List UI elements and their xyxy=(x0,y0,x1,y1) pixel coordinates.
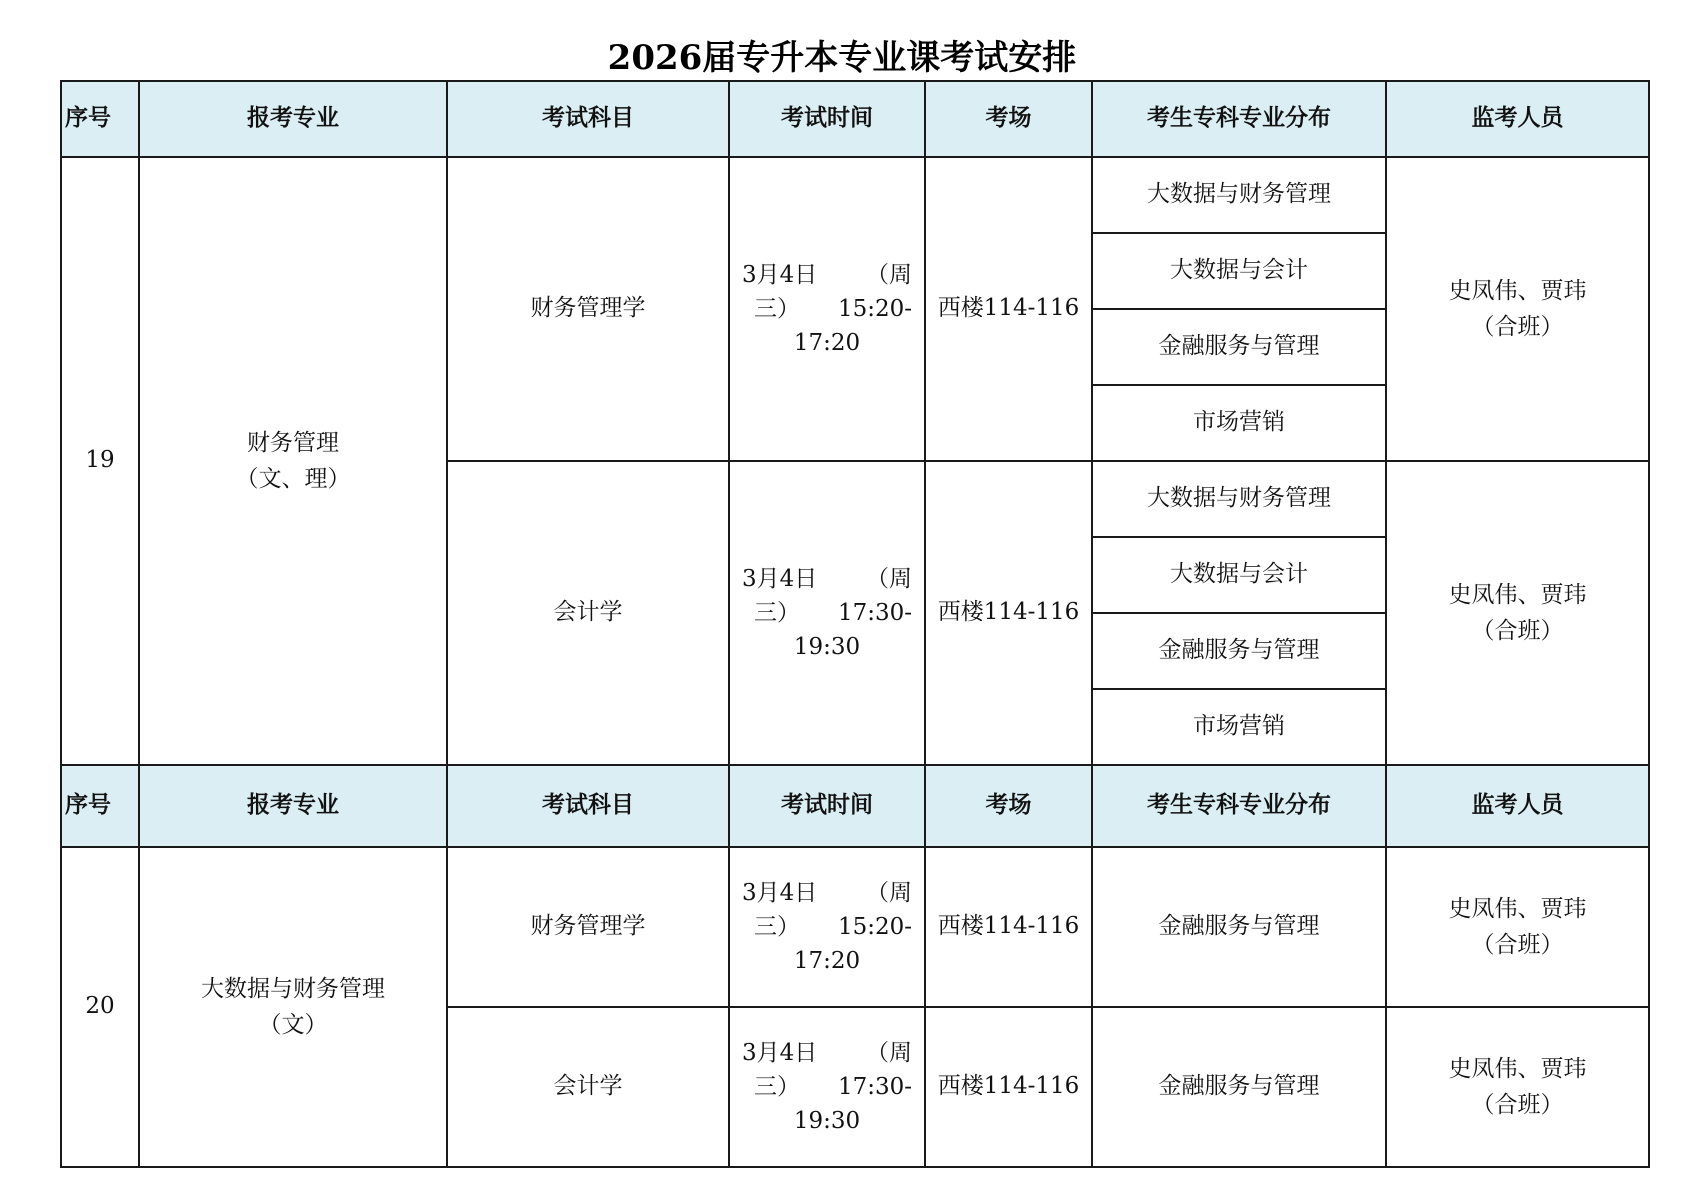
header-major: 报考专业 xyxy=(139,81,447,157)
exam-date: 3月4日 xyxy=(742,565,818,592)
exam-start-time: 17:30- xyxy=(837,599,912,626)
room-cell: 西楼114-116 xyxy=(925,461,1092,765)
exam-date: 3月4日 xyxy=(742,879,818,906)
exam-weekday-close: 三） xyxy=(754,913,800,940)
header-subject: 考试科目 xyxy=(447,765,729,847)
distribution-cell: 大数据与财务管理 xyxy=(1092,157,1386,233)
room-cell: 西楼114-116 xyxy=(925,847,1092,1007)
subject-cell: 会计学 xyxy=(447,461,729,765)
proctor-names: 史凤伟、贾玮 xyxy=(1448,1056,1587,1082)
exam-end-time: 17:20 xyxy=(793,947,861,974)
major-name: 财务管理 xyxy=(247,430,339,456)
room-cell: 西楼114-116 xyxy=(925,157,1092,461)
proctor-cell xyxy=(1386,847,1649,1007)
distribution-cell: 大数据与会计 xyxy=(1092,537,1386,613)
proctor-cell xyxy=(1386,1007,1649,1167)
exam-date: 3月4日 xyxy=(742,1039,818,1066)
proctor-names: 史凤伟、贾玮 xyxy=(1448,278,1587,304)
header-major: 报考专业 xyxy=(139,765,447,847)
exam-end-time: 17:20 xyxy=(793,329,861,356)
subject-cell: 会计学 xyxy=(447,1007,729,1167)
header-proctor: 监考人员 xyxy=(1386,765,1649,847)
distribution-cell: 市场营销 xyxy=(1092,689,1386,765)
header-seq: 序号 xyxy=(61,765,139,847)
page-title: 2026届专升本专业课考试安排 xyxy=(607,38,1077,78)
exam-start-time: 17:30- xyxy=(837,1073,912,1100)
major-cell xyxy=(139,847,447,1167)
exam-end-time: 19:30 xyxy=(793,1107,861,1134)
time-cell xyxy=(729,847,925,1007)
table-row xyxy=(61,157,1649,233)
header-room: 考场 xyxy=(925,81,1092,157)
distribution-cell: 大数据与财务管理 xyxy=(1092,461,1386,537)
exam-end-time: 19:30 xyxy=(793,633,861,660)
seq-cell: 20 xyxy=(61,847,139,1167)
exam-weekday-open: （周 xyxy=(866,1039,912,1066)
header-distribution: 考生专科专业分布 xyxy=(1092,765,1386,847)
proctor-cell xyxy=(1386,157,1649,461)
table-row xyxy=(61,847,1649,1007)
header-distribution: 考生专科专业分布 xyxy=(1092,81,1386,157)
table-header-row xyxy=(61,765,1649,847)
header-time: 考试时间 xyxy=(729,765,925,847)
header-subject: 考试科目 xyxy=(447,81,729,157)
distribution-cell: 金融服务与管理 xyxy=(1092,309,1386,385)
room-cell: 西楼114-116 xyxy=(925,1007,1092,1167)
proctor-note: （合班） xyxy=(1471,932,1564,958)
exam-weekday-close: 三） xyxy=(754,599,800,626)
proctor-note: （合班） xyxy=(1471,1092,1564,1118)
header-time: 考试时间 xyxy=(729,81,925,157)
distribution-cell: 金融服务与管理 xyxy=(1092,1007,1386,1167)
exam-weekday-open: （周 xyxy=(866,565,912,592)
exam-date: 3月4日 xyxy=(742,261,818,288)
proctor-cell xyxy=(1386,461,1649,765)
exam-start-time: 15:20- xyxy=(837,295,912,322)
distribution-cell: 金融服务与管理 xyxy=(1092,613,1386,689)
exam-weekday-open: （周 xyxy=(866,879,912,906)
table-header-row xyxy=(61,81,1649,157)
proctor-names: 史凤伟、贾玮 xyxy=(1448,896,1587,922)
header-proctor: 监考人员 xyxy=(1386,81,1649,157)
exam-schedule-table xyxy=(60,80,1650,1168)
proctor-note: （合班） xyxy=(1471,618,1564,644)
major-cell xyxy=(139,157,447,765)
distribution-cell: 金融服务与管理 xyxy=(1092,847,1386,1007)
subject-cell: 财务管理学 xyxy=(447,847,729,1007)
header-seq: 序号 xyxy=(61,81,139,157)
major-name: 大数据与财务管理 xyxy=(201,976,385,1002)
exam-weekday-close: 三） xyxy=(754,1073,800,1100)
major-track: （文） xyxy=(258,1012,328,1038)
header-room: 考场 xyxy=(925,765,1092,847)
distribution-cell: 市场营销 xyxy=(1092,385,1386,461)
exam-weekday-close: 三） xyxy=(754,295,800,322)
major-track: （文、理） xyxy=(235,466,351,492)
time-cell xyxy=(729,461,925,765)
exam-weekday-open: （周 xyxy=(866,261,912,288)
distribution-cell: 大数据与会计 xyxy=(1092,233,1386,309)
proctor-note: （合班） xyxy=(1471,314,1564,340)
subject-cell: 财务管理学 xyxy=(447,157,729,461)
exam-start-time: 15:20- xyxy=(837,913,912,940)
proctor-names: 史凤伟、贾玮 xyxy=(1448,582,1587,608)
time-cell xyxy=(729,1007,925,1167)
seq-cell: 19 xyxy=(61,157,139,765)
time-cell xyxy=(729,157,925,461)
